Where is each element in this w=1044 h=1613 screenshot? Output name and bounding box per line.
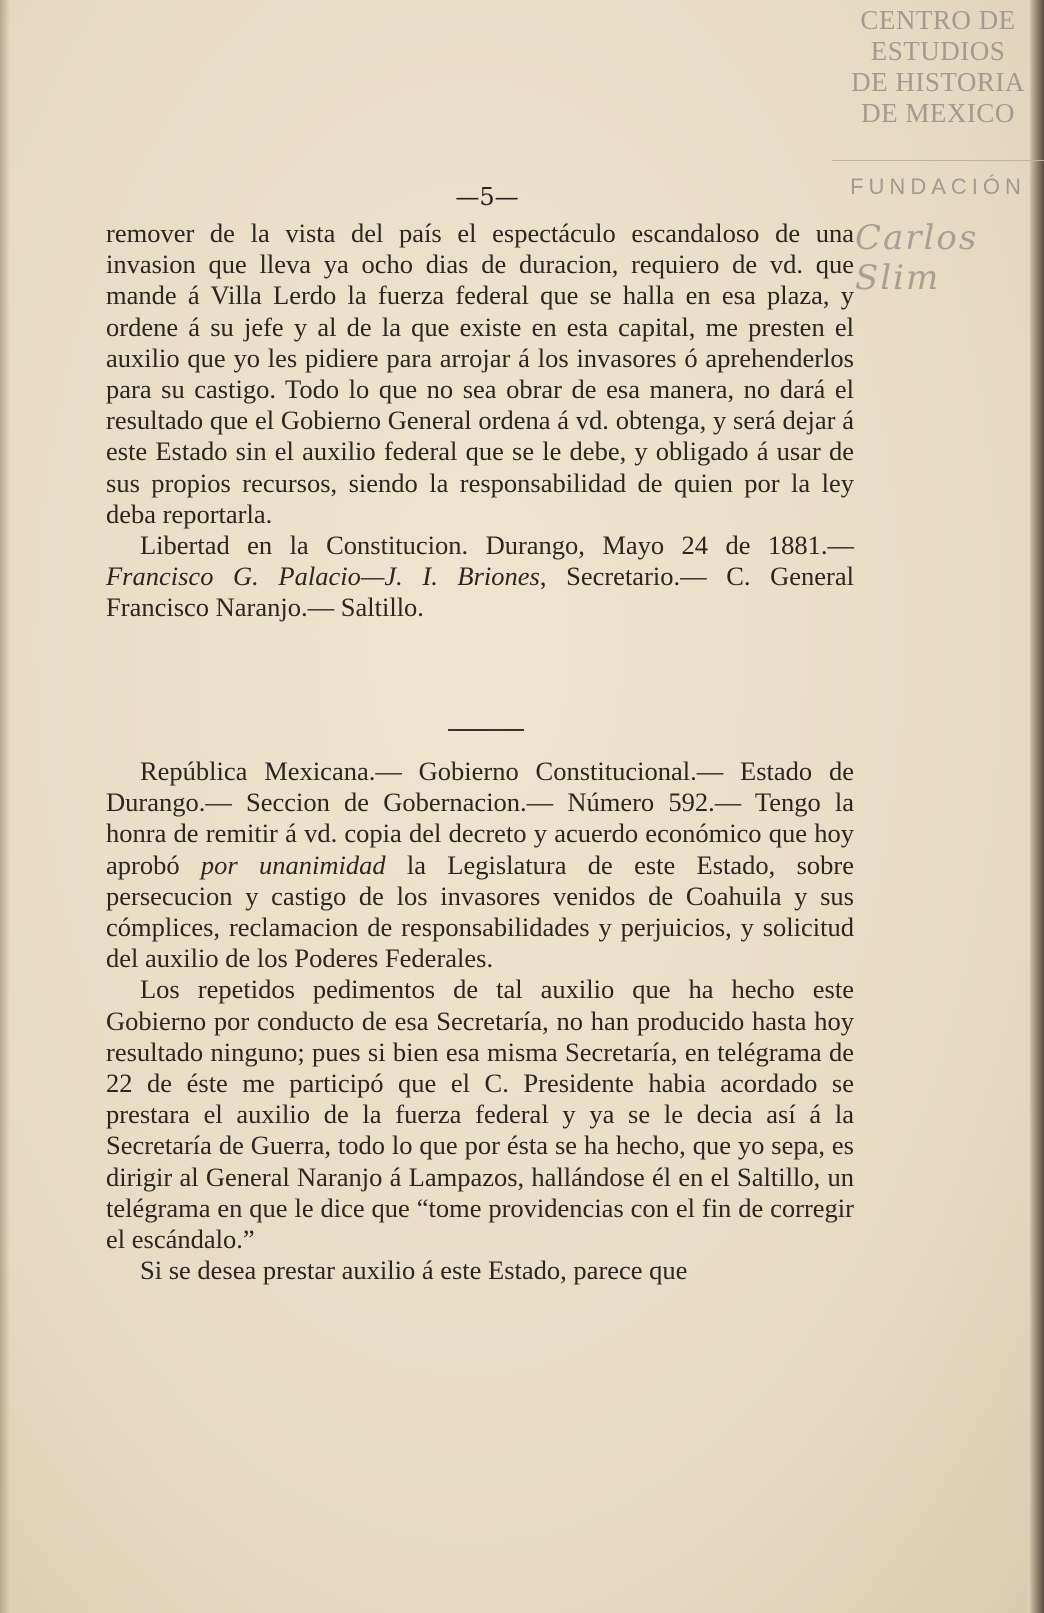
archive-stamp [832,5,1044,175]
paragraph-text: República Mexicana.— Gobierno Constitucional.— Estado de Durango.— Seccion de Gobernacion.— Número 592.— Tengo la honra de remitir á vd. copia del decreto y acuerdo económico que hoy aprobó [106,756,854,880]
page-number: —5— [455,183,519,211]
stamp-foundation: FUNDACIÓN [850,174,1026,199]
stamp-line: ESTUDIOS [870,36,1006,66]
letter-section-1 [106,218,854,624]
secretary-name: J. I. Briones [384,561,540,592]
stamp-divider [832,160,1044,161]
stamp-line: DE HISTORIA [851,67,1025,97]
italic-phrase: por unanimidad [200,849,386,880]
paragraph: Si se desea prestar auxilio á este Estado, parece que [140,1255,688,1286]
signatory-separator: — [360,561,385,592]
signatory-name: Francisco G. Palacio [106,561,361,592]
closing-rest: , Secretario.— C. General Francisco Naranjo.— Saltillo. [106,561,854,623]
closing-intro: Libertad en la Constitucion. Durango, Mayo 24 de 1881.— [140,530,854,561]
section-divider [448,729,524,731]
page-edge-left [0,0,10,1613]
letter-section-2 [106,756,854,1286]
paragraph [106,756,854,974]
closing-paragraph [106,530,854,624]
paragraph-text: la Legislatura de este Estado, sobre persecucion y castigo de los invasores venidos de Coahuila y sus cómplices, reclamacion de responsabilidades y perjuicios, y solicitud del auxilio de los Poderes Federales. [106,849,854,974]
paragraph: remover de la vista del país el espectáculo escandaloso de una invasion que lleva ya ocho dias de duracion, requiero de vd. que mande á Villa Lerdo la fuerza federal que se halla en esa plaza, y ordene á su jefe y al de la que existe en esta capital, me presten el auxilio que yo les pidiere para arrojar á los invasores ó aprehenderlos para su castigo. Todo lo que no sea obrar de esa manera, no dará el resultado que el Gobierno General ordena á vd. obtenga, y será dejar á este Estado sin el auxilio federal que se le debe, y obligado á usar de sus propios recursos, siendo la responsabilidad de quien por la ley deba reportarla. [106,218,854,529]
paragraph: Los repetidos pedimentos de tal auxilio que ha hecho este Gobierno por conducto de esa Secretaría, no han producido hasta hoy resultado ninguno; pues si bien esa misma Secretaría, en telégrama de 22 de éste me participó que el C. Presidente habia acordado se prestara el auxilio de la fuerza federal y ya se le decia así á la Secretaría de Guerra, todo lo que por ésta se ha hecho, que yo sepa, es dirigir al General Naranjo á Lampazos, hallándose él en el Saltillo, un telégrama en que le dice que “tome providencias con el fin de corregir el escándalo.” [106,974,854,1255]
stamp-line: CENTRO DE [860,5,1016,35]
stamp-line: DE MEXICO [861,98,1015,128]
stamp-signature: Carlos Slim [855,218,979,298]
